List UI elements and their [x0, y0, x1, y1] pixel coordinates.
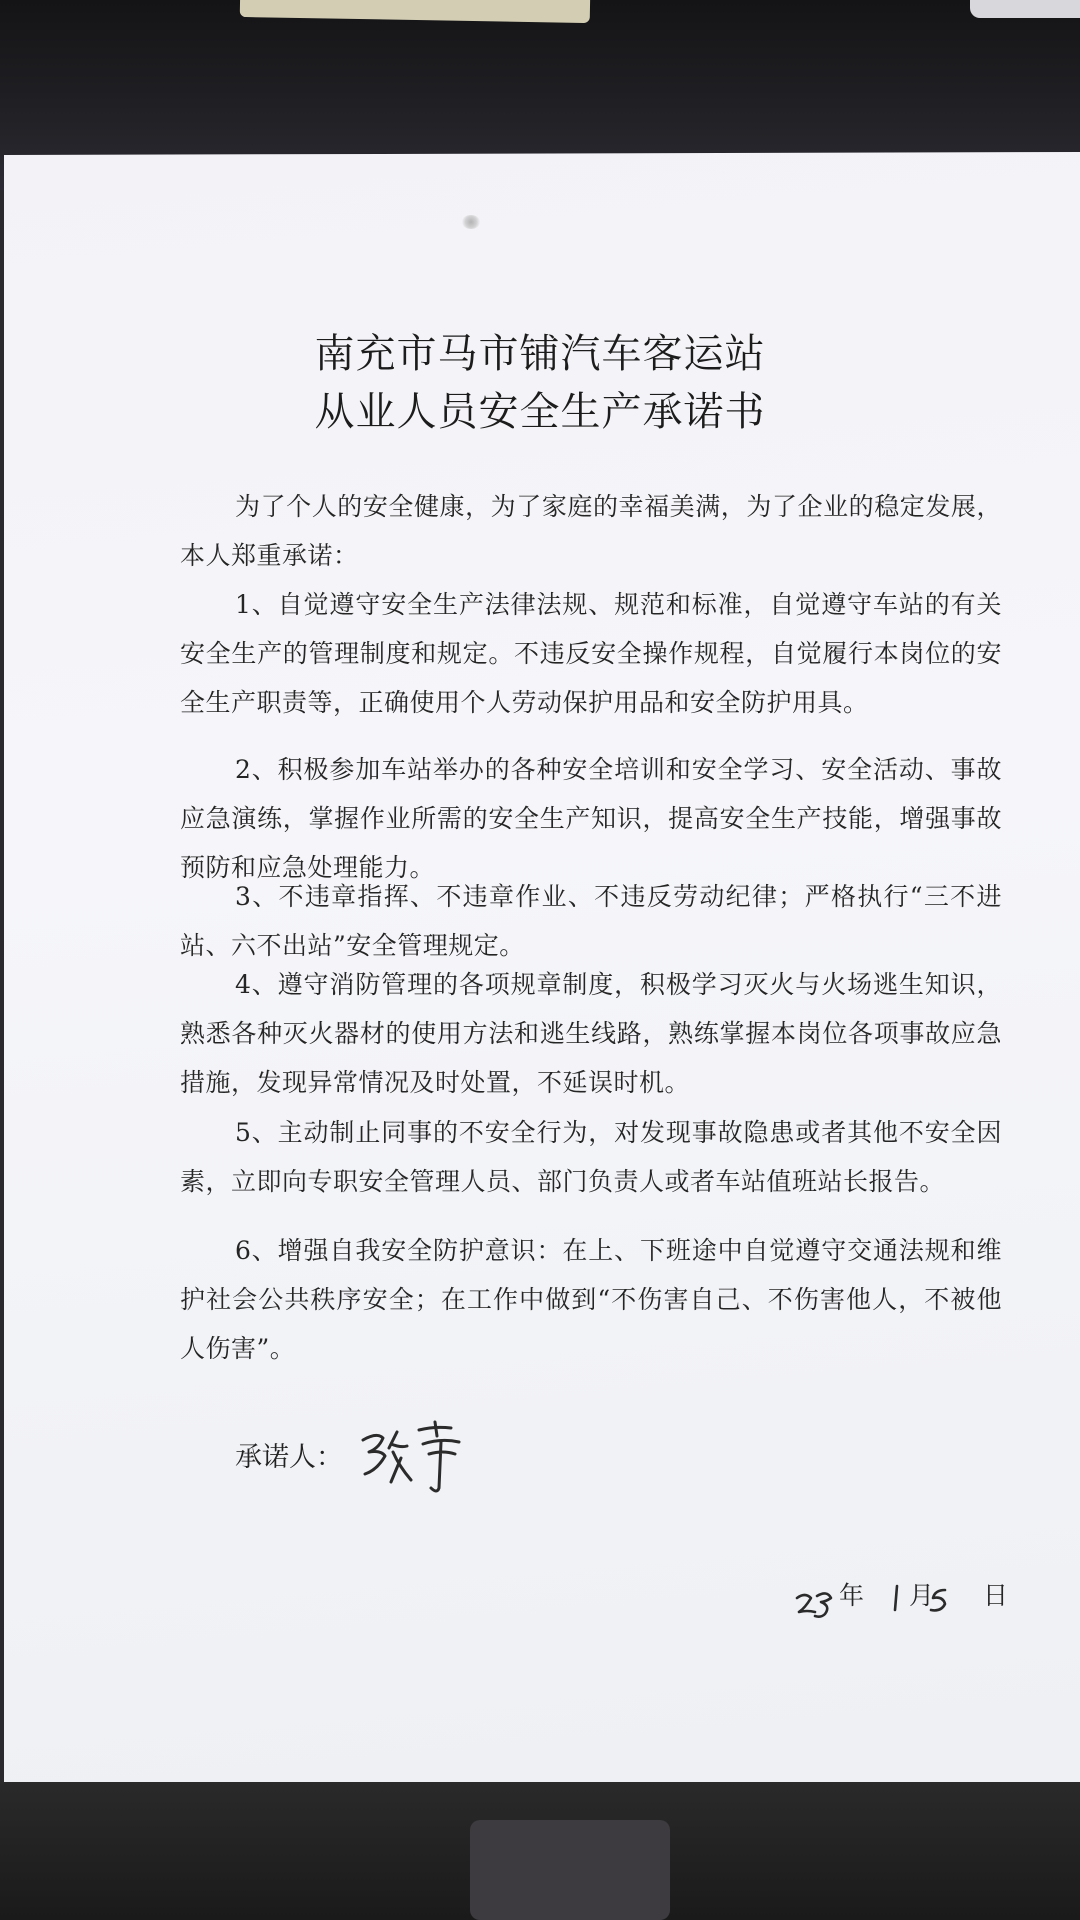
handwritten-date	[795, 1568, 1015, 1628]
date-year-digit-3	[815, 1593, 831, 1616]
commitment-item-4: 4、遵守消防管理的各项规章制度，积极学习灭火与火场逃生知识，熟悉各种灭火器材的使用方法和逃生线路，熟练掌握本岗位各项事故应急措施，发现异常情况及时处置，不延误时机。	[180, 970, 1002, 1097]
commitment-item-6: 6、增强自我安全防护意识：在上、下班途中自觉遵守交通法规和维护社会公共秩序安全；在工作中做到“不伤害自己、不伤害他人，不被他人伤害”。	[180, 1236, 1002, 1363]
date-year-label: 年	[839, 1581, 865, 1610]
commitment-item-2: 2、积极参加车站举办的各种安全培训和安全学习、安全活动、事故应急演练，掌握作业所需的安全生产知识，提高安全生产技能，增强事故预防和应急处理能力。	[180, 755, 1002, 882]
date-month-digit	[895, 1586, 897, 1610]
handwritten-signature	[355, 1418, 485, 1498]
commitment-item-3: 3、不违章指挥、不违章作业、不违反劳动纪律；严格执行“三不进站、六不出站”安全管理规定。	[180, 882, 1002, 960]
signer-label: 承诺人：	[235, 1442, 343, 1473]
background-object	[970, 0, 1080, 18]
background-floor-gap	[470, 1820, 670, 1920]
commitment-item-5: 5、主动制止同事的不安全行为，对发现事故隐患或者其他不安全因素，立即向专职安全管理人员、部门负责人或者车站值班站长报告。	[180, 1118, 1002, 1196]
date-month-label: 月	[909, 1581, 935, 1610]
date-day-label: 日	[983, 1581, 1009, 1610]
intro-paragraph: 为了个人的安全健康，为了家庭的幸福美满，为了企业的稳定发展，本人郑重承诺：	[180, 492, 1002, 570]
commitment-item-1: 1、自觉遵守安全生产法律法规、规范和标准，自觉遵守车站的有关安全生产的管理制度和规定。不违反安全操作规程，自觉履行本岗位的安全生产职责等，正确使用个人劳动保护用品和安全防护用具。	[180, 590, 1002, 717]
document-title-line2: 从业人员安全生产承诺书	[314, 389, 766, 435]
background-sticky-note	[240, 0, 590, 23]
document-title-line1: 南充市马市铺汽车客运站	[314, 331, 766, 377]
background-desk-bottom	[0, 1780, 1080, 1920]
date-year-digit-2	[797, 1595, 815, 1612]
paper-smudge	[462, 215, 480, 229]
